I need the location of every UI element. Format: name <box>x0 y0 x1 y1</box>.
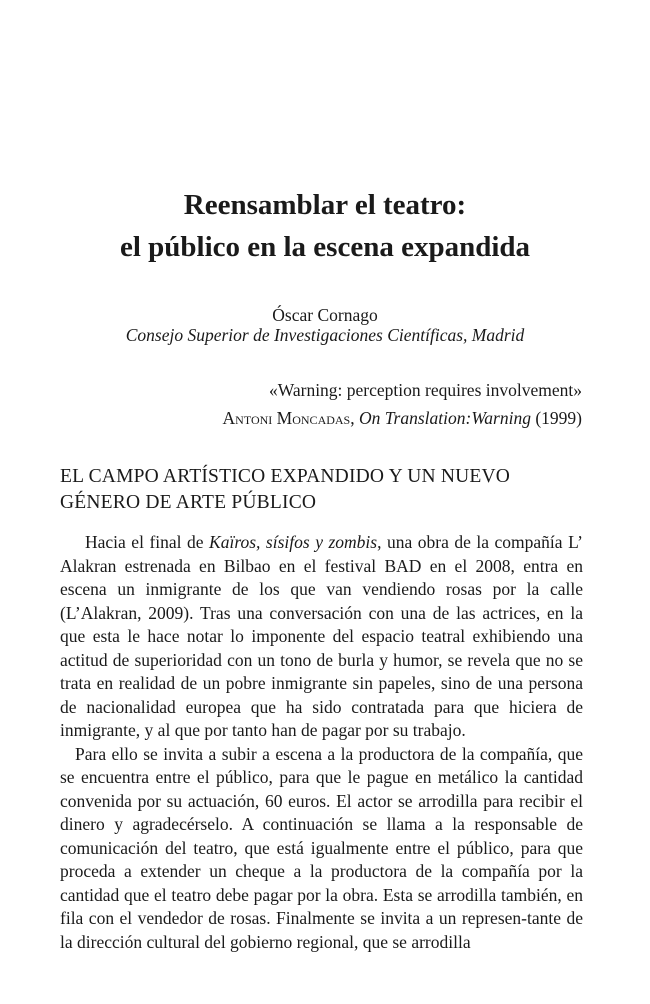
section-heading-line-2: GÉNERO DE ARTE PÚBLICO <box>60 492 317 513</box>
epigraph-quote: «Warning: perception requires involvement» <box>268 380 582 400</box>
body-text <box>60 531 583 954</box>
paragraph-1-start: Hacia el final de <box>85 532 210 552</box>
epigraph-source-separator: , <box>350 408 359 428</box>
section-heading-line-1: EL CAMPO ARTÍSTICO EXPANDIDO Y UN NUEVO <box>60 466 511 487</box>
work-title: Kaïros, sísifos y zombis <box>209 532 378 552</box>
title-line-1: Reensamblar el teatro: <box>183 189 467 221</box>
epigraph <box>223 376 582 432</box>
title-line-2: el público en la escena expandida <box>119 231 531 263</box>
paragraph-1 <box>60 531 583 743</box>
section-heading <box>60 464 600 516</box>
epigraph-source-author: Antoni Moncadas <box>222 408 351 428</box>
paragraph-2: Para ello se invita a subir a escena a la productora de la compañía, que se encuentra entre el público, para que le pague en metálico la cantidad convenida por su actuación, 60 euros. El actor se arrodilla para recibir el dinero y agradecérselo. A continuación se llama a la responsable de comunicación del teatro, que está igualmente entre el público, para que proceda a extender un cheque a la productora de la compañía por la cantidad que el teatro debe pagar por la obra. Esta se arrodilla también, en fila con el vendedor de rosas. Finalmente se invita a un represen-tante de la dirección cultural del gobierno regional, que se arrodilla <box>60 743 583 952</box>
epigraph-source <box>223 404 582 432</box>
epigraph-source-year: (1999) <box>530 408 582 428</box>
epigraph-source-work: On Translation:Warning <box>359 408 531 428</box>
author-affiliation: Consejo Superior de Investigaciones Científicas, Madrid <box>125 325 525 345</box>
author-name: Óscar Cornago <box>272 305 378 325</box>
paragraph-1-rest: , una obra de la compañía L’ Alakran estrenada en Bilbao en el festival BAD en el 2008, entra en escena un inmigrante de los que van vendiendo rosas por la calle (L’Alakran, 2009). Tras una conversación con una de las actrices, en la que esta le hace notar lo imponente del espacio teatral exhibiendo una actitud de superioridad con un tono de burla y humor, se revela que no se trata en realidad de un pobre inmigrante sin papeles, sino de una persona de nacionalidad europea que ha sido contratada para que hiciera de inmigrante, y al que por tanto han de pagar por su trabajo. <box>60 532 583 740</box>
article-title <box>0 184 650 268</box>
